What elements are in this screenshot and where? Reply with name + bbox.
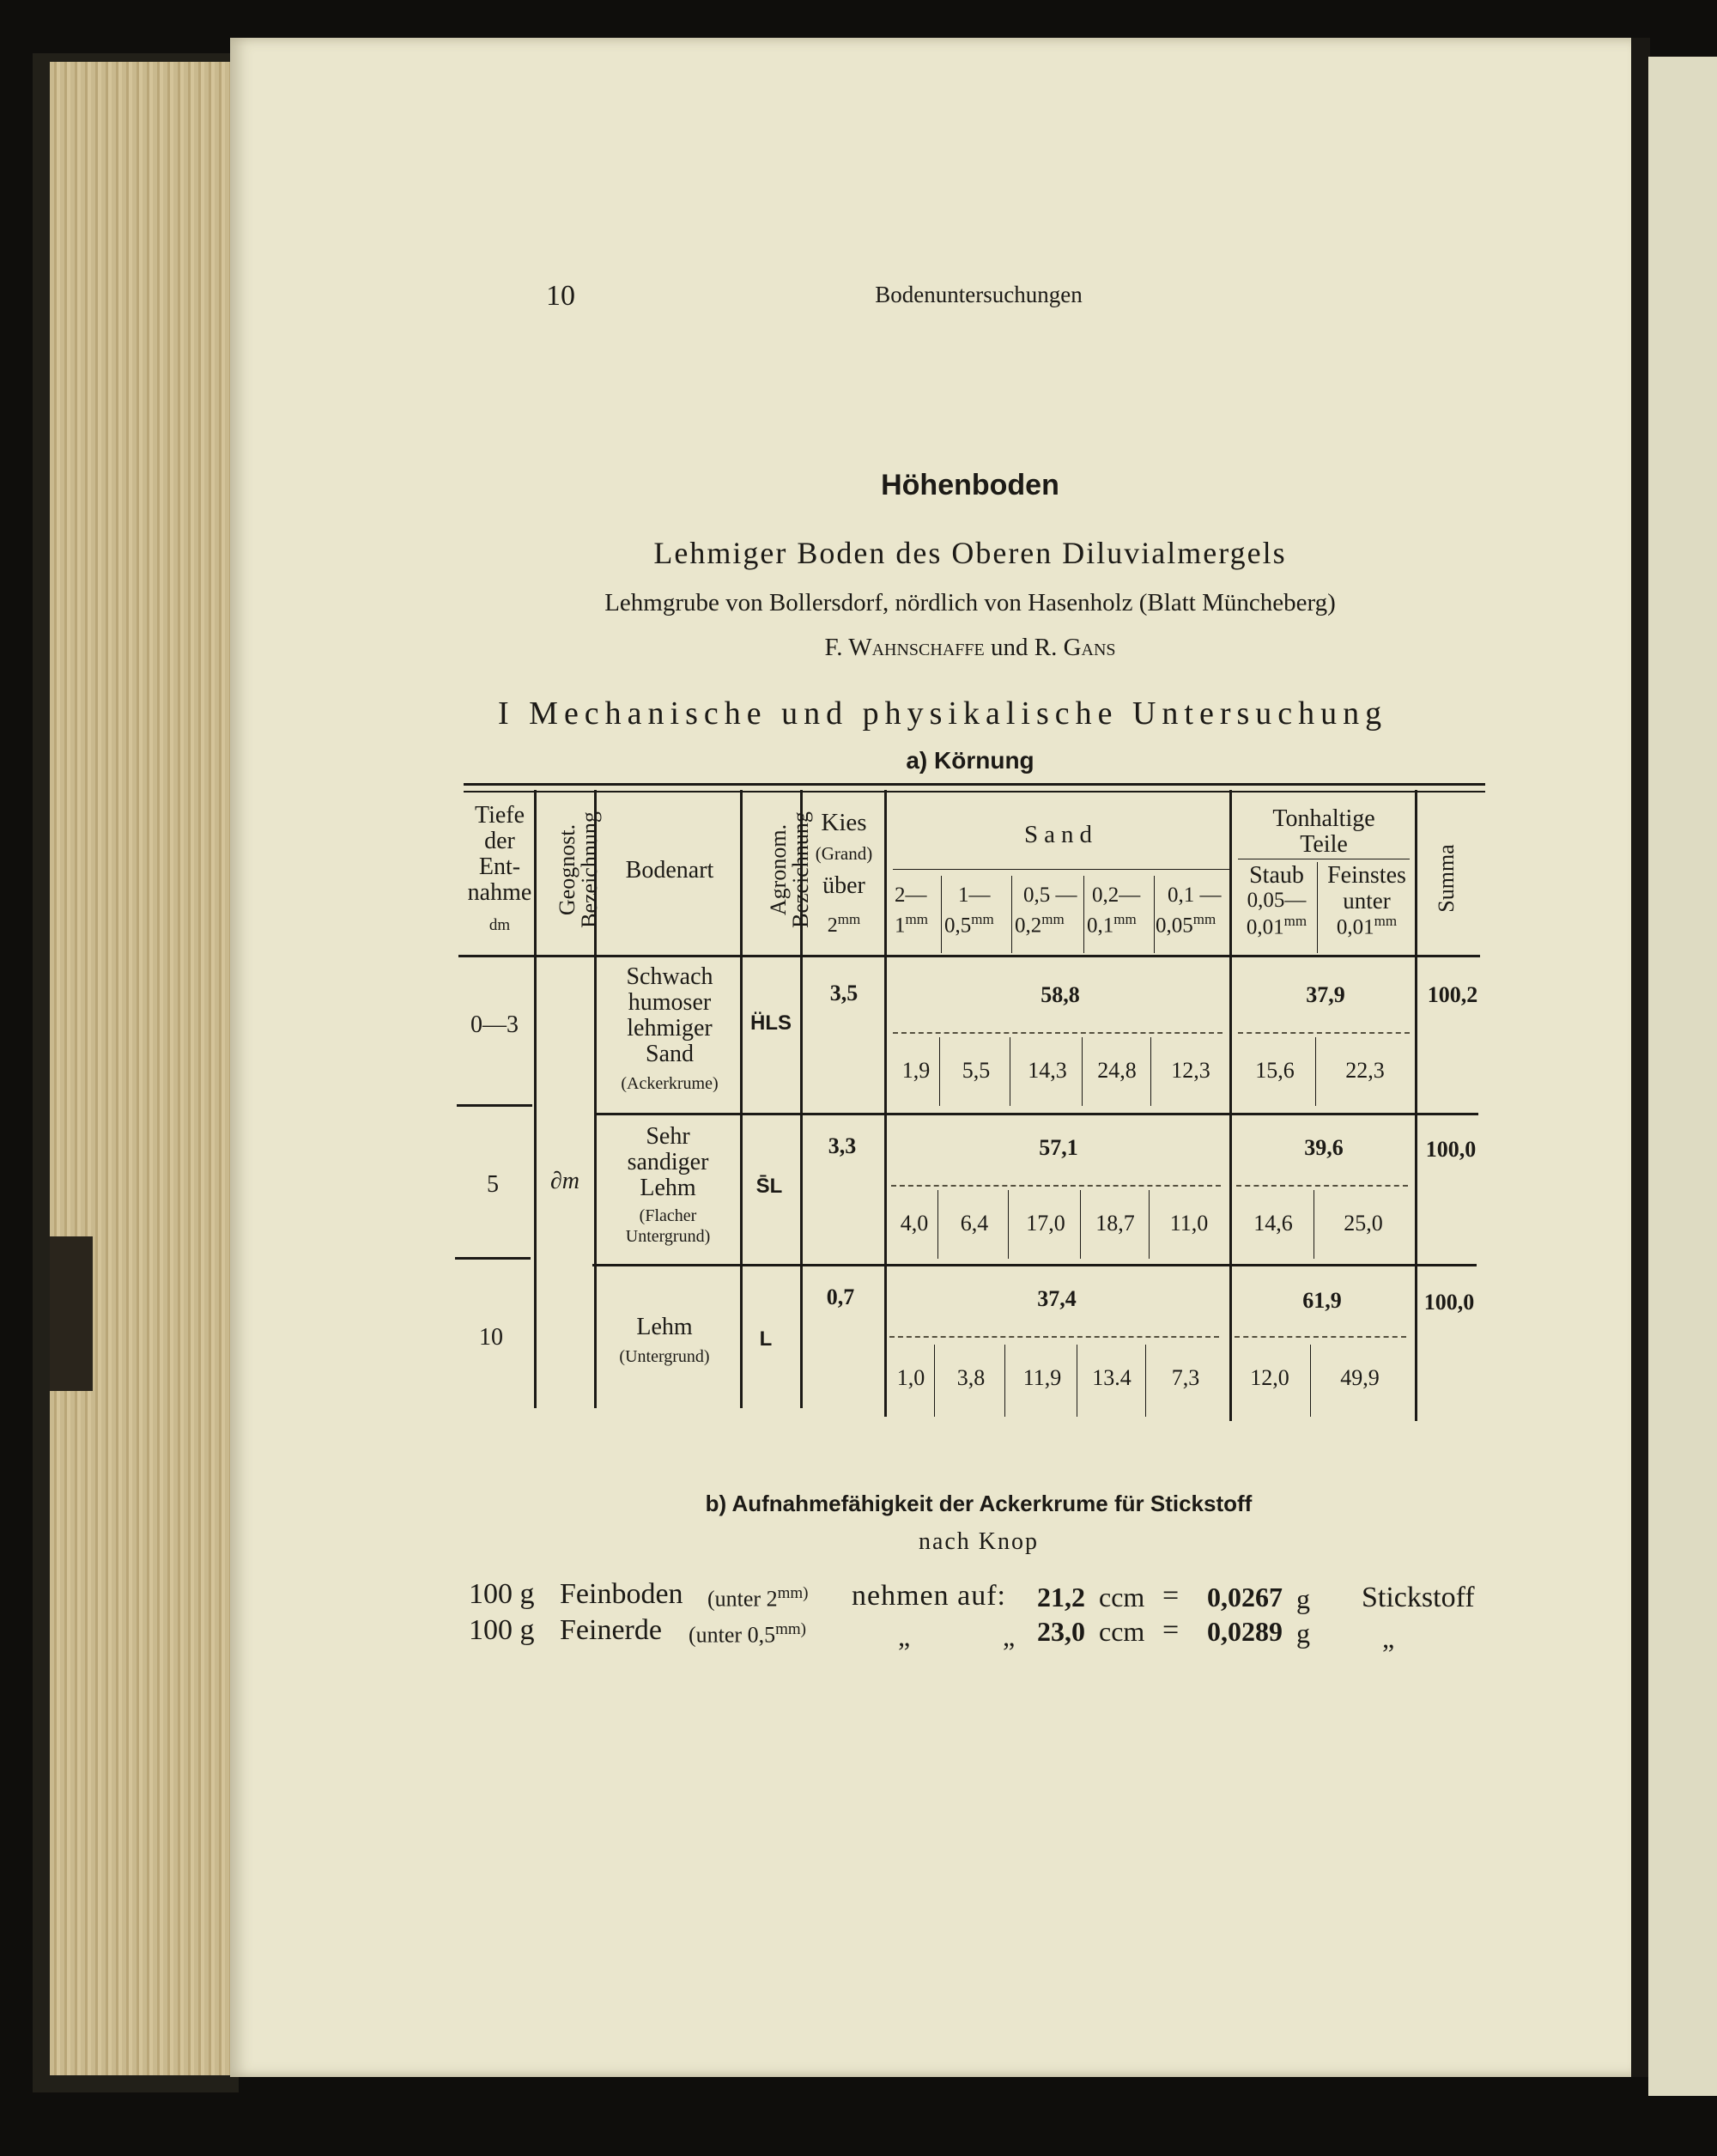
- body-sep-4a: [1150, 1037, 1151, 1106]
- dash-ton-1: [1238, 1032, 1410, 1034]
- row3-summa: 100,0: [1423, 1290, 1475, 1315]
- dash-sand-2: [891, 1185, 1221, 1187]
- table-top-rule: [464, 783, 1485, 786]
- col-rule-3: [740, 790, 743, 1408]
- header-summa: Summa: [1434, 844, 1459, 913]
- section-heading: I Mechanische und physikalische Untersuchung: [498, 695, 1388, 732]
- col-rule-5: [884, 790, 887, 1417]
- body-sep-3a: [1082, 1037, 1083, 1106]
- row3-depth: 10: [479, 1324, 503, 1351]
- row-rule-1: [594, 1113, 1478, 1115]
- page-edge-shadow: [50, 1236, 93, 1391]
- author-2: R. Gans: [1034, 634, 1116, 661]
- location: Lehmgrube von Bollersdorf, nördlich von Hasenholz (Blatt Müncheberg): [604, 589, 1336, 616]
- dash-ton-2: [1236, 1185, 1408, 1187]
- header-agronom-1: Agronom.: [766, 823, 791, 916]
- subtitle: Lehmiger Boden des Oberen Diluvialmergels: [653, 536, 1287, 570]
- book-page: [230, 38, 1640, 2077]
- row1-ton-total: 37,9: [1306, 982, 1345, 1007]
- body-sep-4c: [1145, 1345, 1146, 1417]
- row1-kies: 3,5: [829, 981, 858, 1005]
- header-geognost-2: Bezeichnung: [577, 811, 602, 928]
- page-number: 10: [546, 280, 575, 312]
- author-1: F. Wahnschaffe: [824, 634, 985, 661]
- table-a-title: a) Körnung: [906, 747, 1034, 774]
- book-gutter: [1631, 38, 1650, 2077]
- row1-summa: 100,2: [1427, 982, 1478, 1007]
- row-rule-depth-2: [455, 1257, 531, 1260]
- page-edges: [50, 62, 239, 2075]
- dash-ton-3: [1235, 1336, 1406, 1338]
- col-rule-6: [1229, 790, 1232, 1421]
- header-sand: Sand: [1024, 821, 1098, 848]
- body-sep-2c: [1004, 1345, 1005, 1417]
- body-sep-1b: [937, 1190, 938, 1259]
- author-and: und: [991, 634, 1028, 661]
- dash-sand-3: [889, 1336, 1219, 1338]
- body-sep-3b: [1080, 1190, 1081, 1259]
- sand-sub-sep-4: [1154, 876, 1155, 953]
- row2-depth: 5: [487, 1171, 499, 1198]
- table-top-rule-2: [464, 791, 1485, 793]
- row2-ton-total: 39,6: [1304, 1135, 1344, 1160]
- body-sep-5a: [1315, 1037, 1316, 1106]
- row2-summa: 100,0: [1425, 1137, 1477, 1162]
- row2-kies: 3,3: [828, 1133, 857, 1158]
- body-sep-1a: [939, 1037, 940, 1106]
- geognost-value: ∂m: [549, 1168, 580, 1194]
- header-geognost-1: Geognost.: [555, 823, 579, 916]
- row2-agronom: S̄L: [755, 1175, 783, 1198]
- sand-sub-sep-3: [1083, 876, 1084, 953]
- header-agronom-2: Bezeichnung: [788, 811, 813, 928]
- dash-sand-1: [893, 1032, 1223, 1034]
- running-title: Bodenuntersuchungen: [875, 282, 1083, 307]
- sand-sub-sep-1: [941, 876, 942, 953]
- row2-sand-total: 57,1: [1039, 1135, 1078, 1160]
- row-rule-2: [592, 1264, 1477, 1266]
- body-sep-5c: [1310, 1345, 1311, 1417]
- row3-sand-total: 37,4: [1037, 1286, 1077, 1311]
- page-title: Höhenboden: [881, 469, 1059, 501]
- row3-ton-total: 61,9: [1302, 1288, 1342, 1313]
- row3-agronom: L: [759, 1327, 773, 1351]
- row3-kies: 0,7: [826, 1284, 855, 1309]
- row-rule-depth-1: [457, 1104, 532, 1107]
- row1-sand-total: 58,8: [1041, 982, 1080, 1007]
- sand-sub-rule: [893, 869, 1229, 870]
- sand-sub-sep-2: [1011, 876, 1012, 953]
- section-b-title: b) Aufnahmefähigkeit der Ackerkrume für Stickstoff: [705, 1491, 1253, 1516]
- authors: [601, 635, 1339, 660]
- row1-depth: 0—3: [470, 1011, 519, 1038]
- body-sep-2b: [1008, 1190, 1009, 1259]
- section-b-subtitle: nach Knop: [918, 1528, 1040, 1555]
- col-rule-7: [1415, 790, 1417, 1421]
- body-sep-1c: [934, 1345, 935, 1417]
- header-rule: [458, 955, 1480, 957]
- header-bodenart: Bodenart: [625, 857, 714, 884]
- facing-page: [1648, 57, 1717, 2096]
- ton-sub-sep: [1317, 862, 1318, 953]
- row1-agronom: ḦLS: [750, 1011, 792, 1035]
- body-sep-4b: [1149, 1190, 1150, 1259]
